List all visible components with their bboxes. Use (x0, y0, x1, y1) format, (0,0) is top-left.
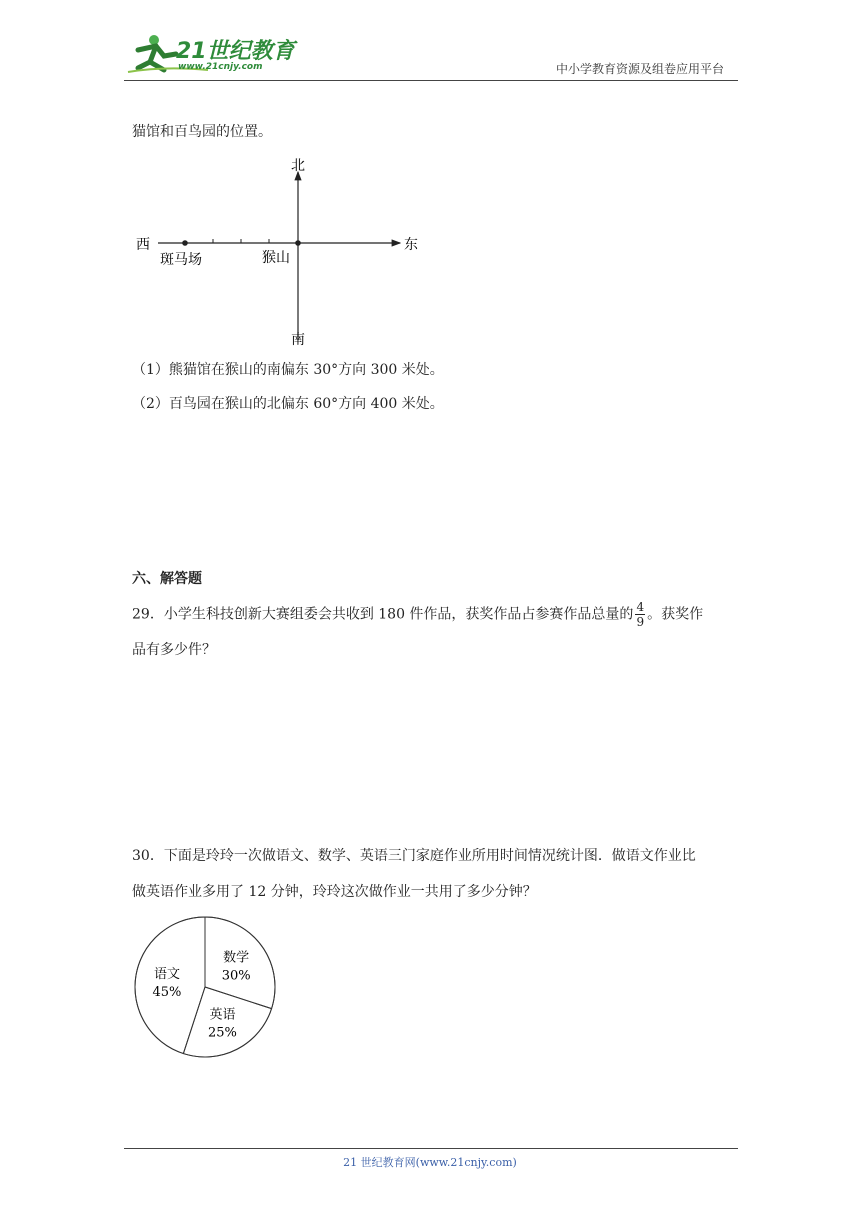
direction-map (124, 150, 444, 350)
south-label: 南 (291, 332, 305, 348)
footer-divider (124, 1148, 738, 1149)
pie-slice-label-2: 语文 (153, 966, 180, 982)
site-logo (124, 28, 294, 78)
zebra-label: 斑马场 (160, 252, 202, 268)
q30-line-2: 做英语作业多用了 12 分钟，玲玲这次做作业一共用了多少分钟？ (132, 884, 537, 900)
q30-line-1: 30．下面是玲玲一次做语文、数学、英语三门家庭作业所用时间情况统计图．做语文作业比 (132, 848, 696, 864)
logo-url: www.21cnjy.com (178, 62, 263, 72)
section-title: 六、解答题 (132, 571, 202, 587)
q28-item-1: （1）熊猫馆在猴山的南偏东 30°方向 300 米处。 (132, 362, 444, 378)
pie-slice-label-0: 数学 (223, 950, 250, 966)
pie-slice-value-1: 25% (208, 1025, 237, 1041)
header-tagline: 中小学教育资源及组卷应用平台 (555, 62, 724, 76)
q29-line-1 (132, 600, 703, 629)
monkey-point (295, 240, 301, 246)
pie-chart (130, 912, 280, 1062)
q29-text-a: 29．小学生科技创新大赛组委会共收到 180 件作品，获奖作品占参赛作品总量的 (132, 606, 634, 623)
north-label: 北 (291, 158, 305, 174)
pie-slice-label-1: 英语 (209, 1007, 236, 1023)
monkey-label: 猴山 (262, 250, 290, 266)
q29-fraction (635, 600, 645, 629)
q28-intro: 猫馆和百鸟园的位置。 (132, 124, 272, 140)
q29-line-2: 品有多少件？ (132, 642, 216, 658)
pie-slice-value-0: 30% (221, 968, 251, 984)
east-label: 东 (404, 237, 418, 253)
zebra-point (182, 240, 188, 246)
q29-text-b: 。获奖作 (647, 606, 704, 623)
fraction-numerator: 4 (636, 600, 645, 614)
logo-main: 21世纪教育 (176, 39, 295, 64)
header-divider (124, 80, 738, 81)
q28-item-2: （2）百鸟园在猴山的北偏东 60°方向 400 米处。 (132, 396, 444, 412)
west-label: 西 (136, 237, 150, 253)
footer-text: 21 世纪教育网(www.21cnjy.com) (343, 1156, 517, 1169)
fraction-denominator: 9 (636, 615, 645, 629)
pie-slice-value-2: 45% (152, 984, 182, 1000)
